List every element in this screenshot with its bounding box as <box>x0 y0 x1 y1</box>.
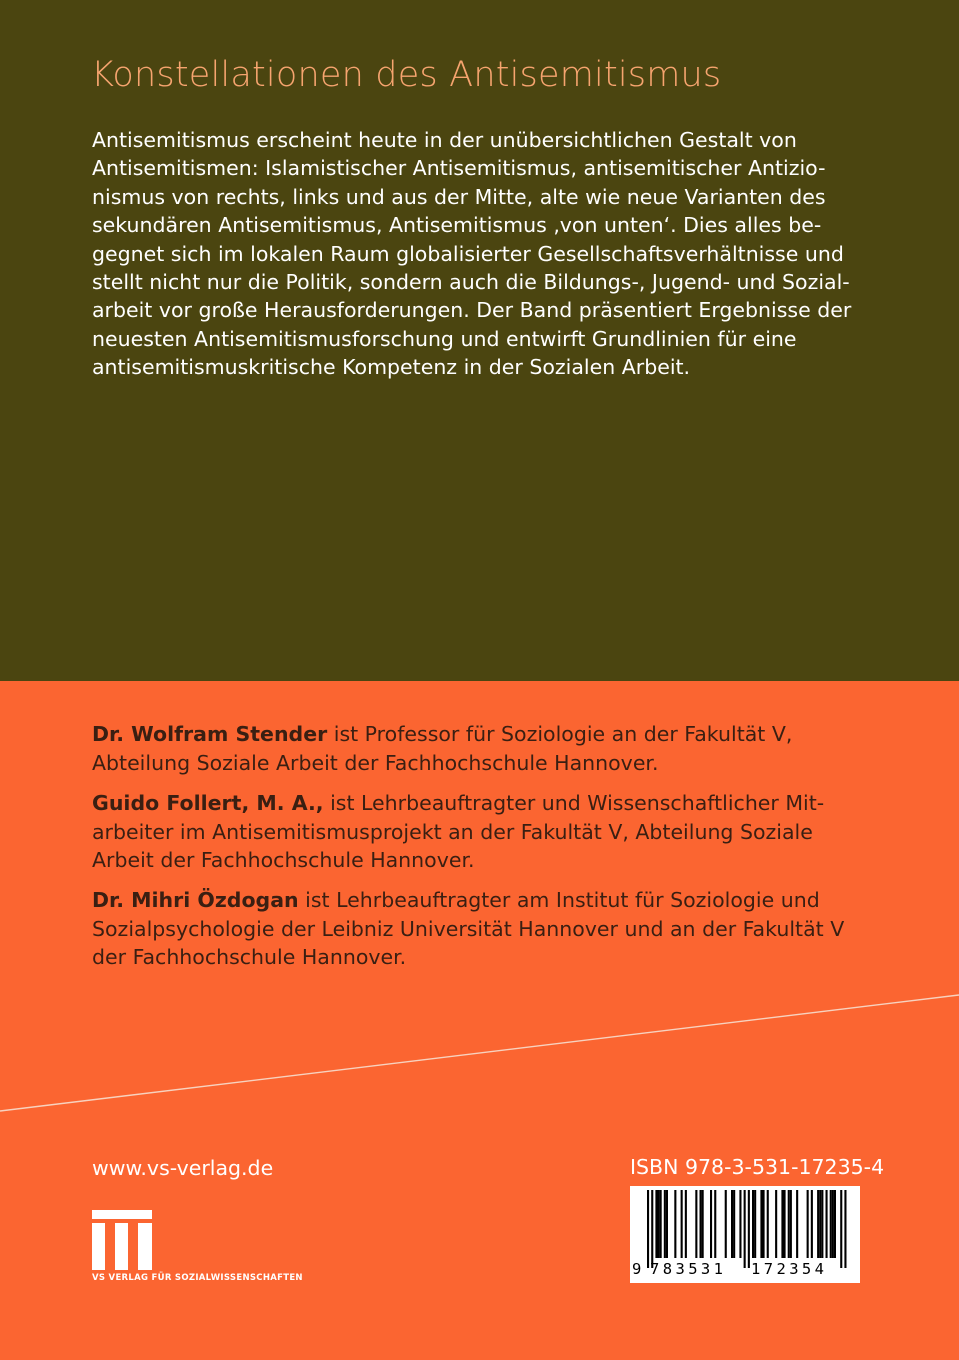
barcode-bar <box>725 1190 727 1258</box>
barcode-bar <box>748 1190 750 1268</box>
barcode-bar <box>744 1190 746 1268</box>
barcode-bar <box>647 1190 649 1268</box>
barcode-bar <box>658 1190 660 1258</box>
barcode-bar <box>666 1190 668 1258</box>
author-bio-text: Sozialpsychologie der Leibniz Universität Hannover und an der Fakultät V <box>92 916 845 941</box>
barcode-bar <box>788 1190 790 1258</box>
author-bio-text: ist Lehrbeauftragter am Institut für Soziologie und <box>298 888 820 912</box>
barcode-bar <box>819 1190 821 1258</box>
barcode-bar <box>733 1190 735 1258</box>
barcode-bar <box>767 1190 769 1258</box>
author-bio-text: ist Professor für Soziologie an der Fakultät V, <box>327 722 793 746</box>
barcode-bar <box>760 1190 762 1258</box>
barcode-bar <box>714 1190 716 1258</box>
barcode-bar <box>731 1190 733 1258</box>
author-name: Dr. Wolfram Stender <box>92 722 328 746</box>
author-bio-text: Abteilung Soziale Arbeit der Fachhochschule Hannover. <box>92 750 659 775</box>
barcode-bar <box>830 1190 832 1258</box>
barcode-bar <box>826 1190 828 1258</box>
barcode-bar <box>681 1190 683 1258</box>
description-line: neuesten Antisemitismusforschung und entwirft Grundlinien für eine <box>92 326 797 351</box>
description-line: antisemitismuskritische Kompetenz in der Sozialen Arbeit. <box>92 355 691 380</box>
barcode-bar <box>651 1190 653 1268</box>
barcode-bar <box>790 1190 792 1258</box>
description-line: nismus von rechts, links und aus der Mitte, alte wie neue Varianten des <box>92 184 826 209</box>
barcode-bar <box>775 1190 777 1258</box>
barcode-bar <box>832 1190 834 1258</box>
barcode-bar <box>710 1190 712 1258</box>
description-line: arbeit vor große Herausforderungen. Der Band präsentiert Ergebnisse der <box>92 298 852 323</box>
barcode-bar <box>702 1190 704 1258</box>
barcode-bar <box>752 1190 754 1258</box>
author-name: Dr. Mihri Özdogan <box>92 888 299 912</box>
barcode-bar <box>817 1190 819 1258</box>
description-line: Antisemitismen: Islamistischer Antisemitismus, antisemitischer Antizio- <box>92 156 826 181</box>
barcode-bar <box>695 1190 697 1258</box>
barcode-digits-left: 783531 <box>650 1260 727 1278</box>
author-bio-text: Arbeit der Fachhochschule Hannover. <box>92 848 475 872</box>
description-line: sekundären Antisemitismus, Antisemitismus ‚von unten‘. Dies alles be- <box>92 213 822 238</box>
barcode-bar <box>660 1190 662 1258</box>
publisher-logo-icon <box>92 1210 152 1270</box>
barcode-digits <box>630 1258 860 1282</box>
barcode-bar <box>664 1190 666 1258</box>
description-line: stellt nicht nur die Politik, sondern auch die Bildungs-, Jugend- und Sozial- <box>92 270 850 295</box>
author-bio-text: ist Lehrbeauftragter und Wissenschaftlicher Mit- <box>323 791 825 815</box>
barcode-bar <box>754 1190 756 1258</box>
publisher-name: VS VERLAG FÜR SOZIALWISSENSCHAFTEN <box>92 1273 303 1283</box>
barcode-bar <box>796 1190 798 1258</box>
barcode-bar <box>781 1190 783 1258</box>
barcode-bar <box>763 1190 765 1258</box>
barcode-bar <box>821 1190 823 1258</box>
author-name: Guido Follert, M. A., <box>92 791 324 815</box>
barcode-bar <box>834 1190 836 1258</box>
barcode-bar <box>811 1190 813 1258</box>
author-bio-text: der Fachhochschule Hannover. <box>92 945 407 969</box>
barcode-digits-right: 172354 <box>751 1260 828 1278</box>
publisher-website: www.vs-verlag.de <box>92 1156 274 1180</box>
barcode-bar <box>840 1190 842 1268</box>
barcode-bar <box>655 1190 657 1258</box>
author-bio-text: arbeiter im Antisemitismusprojekt an der Fakultät V, Abteilung Soziale <box>92 819 813 844</box>
barcode-bar <box>844 1190 846 1268</box>
isbn-barcode <box>630 1186 860 1283</box>
barcode-bar <box>807 1190 809 1258</box>
barcode-bar <box>784 1190 786 1258</box>
description-line: Antisemitismus erscheint heute in der unübersichtlichen Gestalt von <box>92 128 797 152</box>
barcode-bar <box>739 1190 741 1258</box>
barcode-bar <box>674 1190 676 1258</box>
isbn-label: ISBN 978-3-531-17235-4 <box>630 1155 885 1179</box>
description-line: gegnet sich im lokalen Raum globalisierter Gesellschaftsverhältnisse und <box>92 241 844 266</box>
barcode-bar <box>700 1190 702 1258</box>
book-title: Konstellationen des Antisemitismus <box>91 55 722 95</box>
barcode-digit-first: 9 <box>632 1260 642 1278</box>
barcode-bar <box>685 1190 687 1258</box>
